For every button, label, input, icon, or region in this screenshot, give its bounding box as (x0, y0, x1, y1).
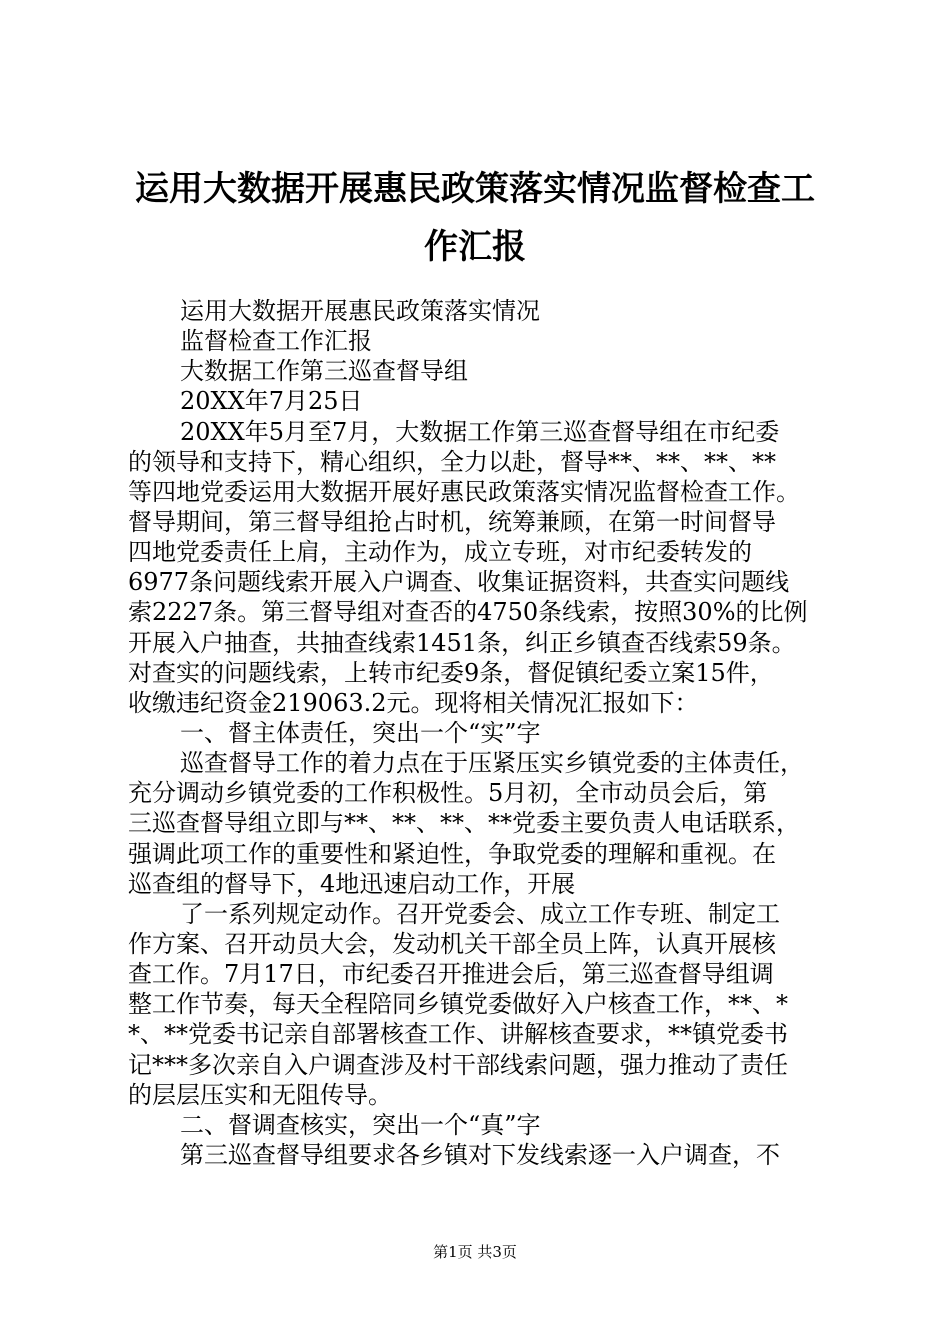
body-line: 的层层压实和无阻传导。 (128, 1080, 392, 1109)
body-line: 20XX年5月至7月，大数据工作第三巡查督导组在市纪委 (180, 417, 780, 446)
body-line: 开展入户抽查，共抽查线索1451条，纠正乡镇查否线索59条。 (128, 628, 796, 657)
body-line: 巡查督导工作的着力点在于压紧压实乡镇党委的主体责任， (180, 749, 804, 778)
body-line: 充分调动乡镇党委的工作积极性。5月初，全市动员会后，第 (128, 779, 768, 808)
body-line: 等四地党委运用大数据开展好惠民政策落实情况监督检查工作。 (128, 477, 800, 506)
body-line: 一、督主体责任，突出一个“实”字 (180, 718, 541, 747)
body-line: 对查实的问题线索，上转市纪委9条，督促镇纪委立案15件， (128, 658, 774, 687)
document-body (128, 296, 828, 1170)
body-line: 三巡查督导组立即与**、**、**、**党委主要负责人电话联系， (128, 809, 800, 838)
body-line: 的领导和支持下，精心组织，全力以赴，督导**、**、**、** (128, 447, 776, 476)
page-footer: 第1页 共3页 (433, 1243, 517, 1261)
body-line: 作方案、召开动员大会，发动机关干部全员上阵，认真开展核 (128, 929, 776, 958)
title-line-1: 运用大数据开展惠民政策落实情况监督检查工 (135, 169, 815, 209)
body-line: 巡查组的督导下，4地迅速启动工作，开展 (128, 869, 576, 898)
title-line-2: 作汇报 (424, 227, 526, 267)
body-line: 督导期间，第三督导组抢占时机，统筹兼顾，在第一时间督导 (128, 507, 776, 536)
body-line: 二、督调查核实，突出一个“真”字 (180, 1110, 541, 1139)
body-line: 四地党委责任上肩，主动作为，成立专班，对市纪委转发的 (128, 538, 752, 567)
body-line: 运用大数据开展惠民政策落实情况 (180, 297, 540, 325)
body-line: 20XX年7月25日 (180, 387, 363, 416)
body-line: *、**党委书记亲自部署核查工作、讲解核查要求，**镇党委书 (128, 1020, 788, 1049)
body-line: 整工作节奏，每天全程陪同乡镇党委做好入户核查工作，**、* (128, 990, 788, 1019)
document-title (110, 160, 840, 276)
body-line: 了一系列规定动作。召开党委会、成立工作专班、制定工 (180, 899, 780, 928)
body-line: 6977条问题线索开展入户调查、收集证据资料，共查实问题线 (128, 568, 790, 597)
body-line: 大数据工作第三巡查督导组 (180, 357, 468, 386)
body-line: 收缴违纪资金219063.2元。现将相关情况汇报如下： (128, 688, 699, 717)
body-line: 记***多次亲自入户调查涉及村干部线索问题，强力推动了责任 (128, 1050, 788, 1079)
body-line: 监督检查工作汇报 (180, 327, 372, 356)
body-line: 第三巡查督导组要求各乡镇对下发线索逐一入户调查，不 (180, 1140, 780, 1169)
body-line: 强调此项工作的重要性和紧迫性，争取党委的理解和重视。在 (128, 839, 776, 868)
body-line: 查工作。7月17日，市纪委召开推进会后，第三巡查督导组调 (128, 960, 774, 989)
body-line: 索2227条。第三督导组对查否的4750条线索，按照30%的比例 (128, 598, 808, 627)
